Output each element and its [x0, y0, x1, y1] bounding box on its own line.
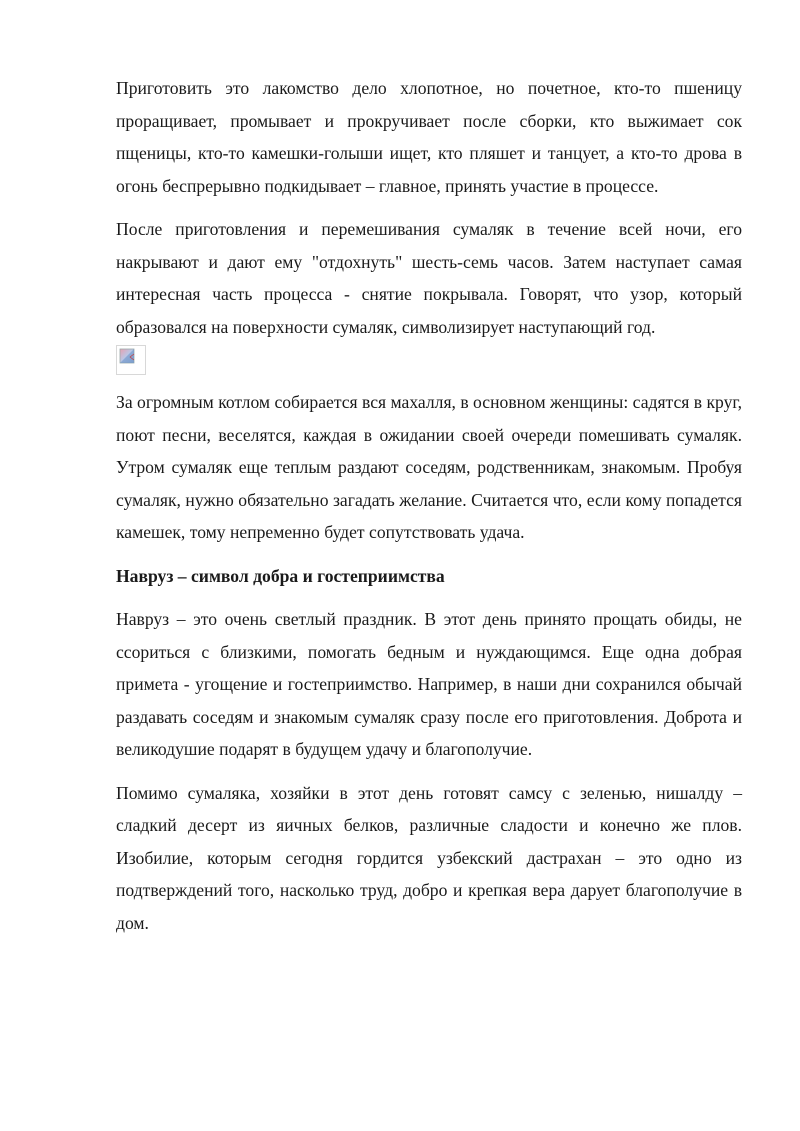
image-row [116, 343, 742, 375]
document-page [116, 72, 742, 950]
broken-image-icon [116, 345, 146, 375]
section-heading: Навруз – символ добра и гостеприимства [116, 565, 445, 586]
paragraph-dishes: Помимо сумаляка, хозяйки в этот день готовят самсу с зеленью, нишалду – сладкий десерт из яичных белков, различные сладости и конечно же плов. Изобилие, которым сегодня гордится узбекский дастрахан – это одно из подтверждений того, насколько труд, добро и крепкая вера дарует благополучие в дом. [116, 782, 742, 933]
paragraph-resting: После приготовления и перемешивания сумаляк в течение всей ночи, его накрывают и дают ему "отдохнуть" шесть-семь часов. Затем наступает самая интересная часть процесса - снятие покрывала. Говорят, что узор, который образовался на поверхности сумаляк, символизирует наступающий год. [116, 219, 742, 337]
paragraph-preparation: Приготовить это лакомство дело хлопотное, но почетное, кто-то пшеницу проращивает, промывает и прокручивает после сборки, кто выжимает сок пщеницы, кто-то камешки-голыши ищет, кто пляшет и танцует, а кто-то дрова в огонь беспрерывно подкидывает – главное, принять участие в процессе. [116, 78, 742, 196]
paragraph-mahalla: За огромным котлом собирается вся махалля, в основном женщины: садятся в круг, поют песни, веселятся, каждая в ожидании своей очереди помешивать сумаляк. Утром сумаляк еще теплым раздают соседям, родственникам, знакомым. Пробуя сумаляк, нужно обязательно загадать желание. Считается что, если кому попадется камешек, тому непременно будет сопутствовать удача. [116, 392, 742, 542]
paragraph-holiday: Навруз – это очень светлый праздник. В этот день принято прощать обиды, не ссориться с близкими, помогать бедным и нуждающимся. Еще одна добрая примета - угощение и гостеприимство. Например, в наши дни сохранился обычай раздавать соседям и знакомым сумаляк сразу после его приготовления. Доброта и великодушие подарят в будущем удачу и благополучие. [116, 609, 742, 759]
